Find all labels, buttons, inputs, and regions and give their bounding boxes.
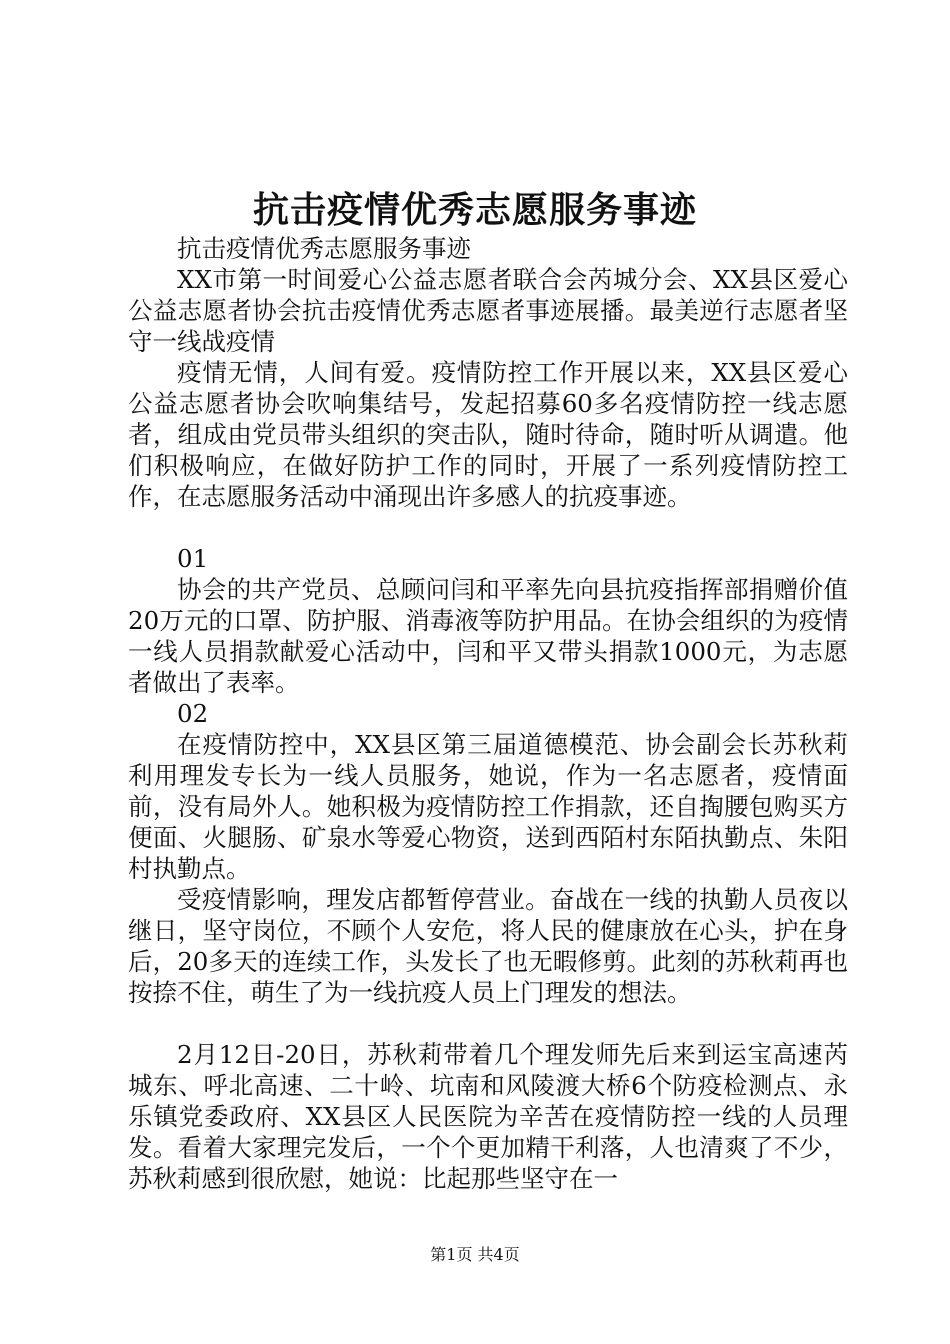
paragraph: 抗击疫情优秀志愿服务事迹 [177, 234, 471, 263]
document-body [128, 233, 848, 1194]
paragraph: 2月12日-20日，苏秋莉带着几个理发师先后来到运宝高速芮城东、呼北高速、二十岭、坑南和风陵渡大桥6个防疫检测点、永乐镇党委政府、XX县区人民医院为辛苦在疫情防控一线的人员理发。看着大家理完发后，一个个更加精干利落，人也清爽了不少，苏秋莉感到很欣慰，她说：比起那些坚守在一 [128, 1040, 848, 1193]
paragraph: 协会的共产党员、总顾问闫和平率先向县抗疫指挥部捐赠价值20万元的口罩、防护服、消毒液等防护用品。在协会组织的为疫情一线人员捐款献爱心活动中，闫和平又带头捐款1000元，为志愿者做出了表率。 [128, 575, 848, 697]
section-number: 01 [177, 544, 209, 573]
paragraph: 在疫情防控中，XX县区第三届道德模范、协会副会长苏秋莉利用理发专长为一线人员服务，她说，作为一名志愿者，疫情面前，没有局外人。她积极为疫情防控工作捐款，还自掏腰包购买方便面、火腿肠、矿泉水等爱心物资，送到西陌村东陌执勤点、朱阳村执勤点。 [128, 730, 848, 883]
paragraph: 受疫情影响，理发店都暂停营业。奋战在一线的执勤人员夜以继日，坚守岗位，不顾个人安危，将人民的健康放在心头，护在身后，20多天的连续工作，头发长了也无暇修剪。此刻的苏秋莉再也按捺不住，萌生了为一线抗疫人员上门理发的想法。 [128, 885, 848, 1007]
page-footer: 第1页 共4页 [430, 1245, 520, 1264]
document-title: 抗击疫情优秀志愿服务事迹 [252, 189, 697, 231]
section-number: 02 [177, 699, 209, 728]
paragraph: 疫情无情，人间有爱。疫情防控工作开展以来，XX县区爱心公益志愿者协会吹响集结号，发起招募60多名疫情防控一线志愿者，组成由党员带头组织的突击队，随时待命，随时听从调遣。他们积极响应，在做好防护工作的同时，开展了一系列疫情防控工作，在志愿服务活动中涌现出许多感人的抗疫事迹。 [128, 358, 848, 511]
paragraph: XX市第一时间爱心公益志愿者联合会芮城分会、XX县区爱心公益志愿者协会抗击疫情优秀志愿者事迹展播。最美逆行志愿者坚守一线战疫情 [128, 265, 848, 356]
